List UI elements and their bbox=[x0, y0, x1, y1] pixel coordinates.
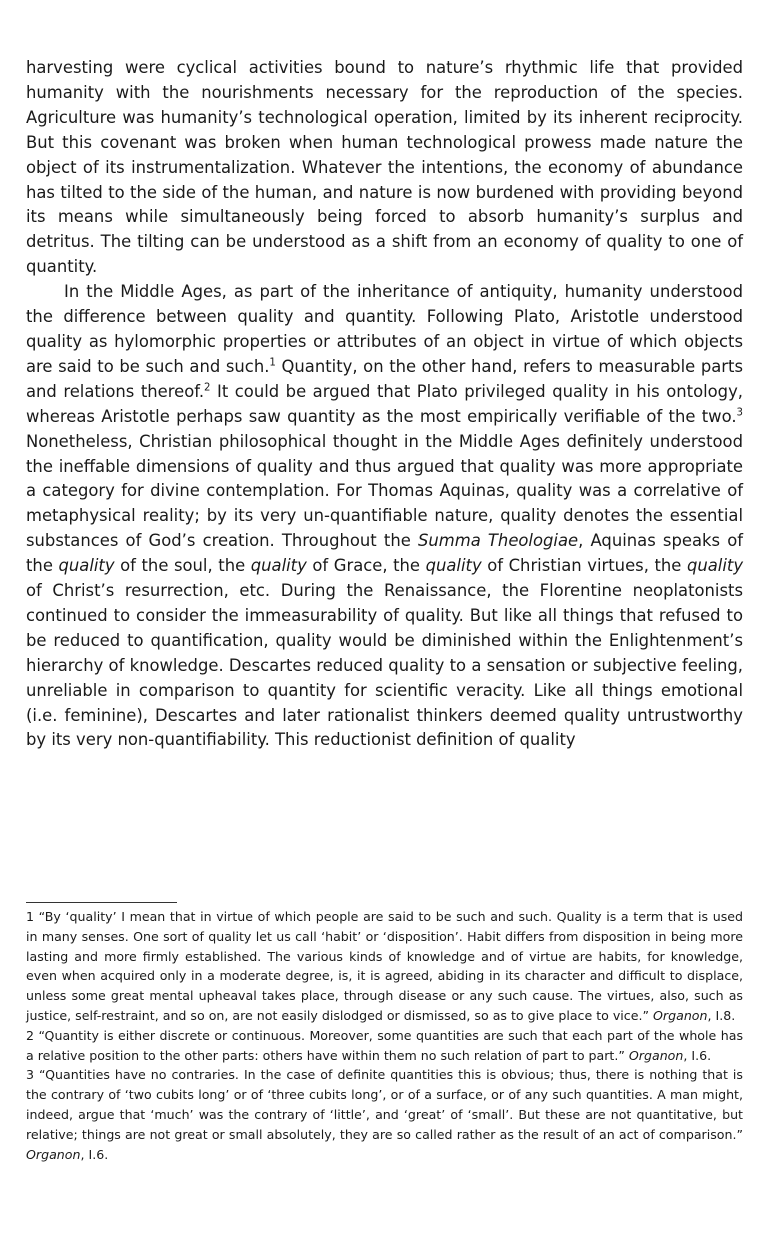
text-run: Nonetheless, Christian philosophical thought in the Middle Ages definitely understood the ineffable dimensions of quality and thus argued that quality was more appropriate a category for divine contemplation. For Thomas Aquinas, quality was a correlative of metaphysical reality; by its very un-quantifiable nature, quality denotes the essential substances of God’s creation. Throughout the bbox=[26, 431, 743, 551]
footnote-2 bbox=[26, 1026, 743, 1066]
footnote-3 bbox=[26, 1065, 743, 1164]
text-run: In the Middle Ages, as part of the inheritance of antiquity, humanity understood the difference between quality and quantity. Following Plato, Aristotle understood quality as hylomorphic properties or attributes of an object in virtue of which objects are said to be such and such. bbox=[26, 282, 743, 376]
text-run: 1 “By ‘quality’ I mean that in virtue of which people are said to be such and such. Quality is a term that is used in many senses. One sort of quality let us call ‘habit’ or ‘disposition’. Habit differs from disposition in being more lasting and more firmly established. The various kinds of knowledge and of virtue are habits, for knowledge, even when acquired only in a moderate degree, is, it is agreed, abiding in its character and difficult to displace, unless some great mental upheaval takes place, through disease or any such cause. The virtues, also, such as justice, self-restraint, and so on, are not easily dislodged or dismissed, so as to give place to vice.” bbox=[26, 909, 743, 1023]
footnote-ref: 2 bbox=[204, 382, 211, 394]
footnote-1 bbox=[26, 907, 743, 1026]
text-run: , Aquinas speaks of the bbox=[26, 531, 743, 576]
footnote-ref: 3 bbox=[736, 407, 743, 419]
text-run: of Grace, the bbox=[306, 556, 426, 576]
text-run: , I.8. bbox=[707, 1007, 736, 1023]
text-run: It could be argued that Plato privileged quality in his ontology, whereas Aristotle perhaps saw quantity as the most empirically verifiable of the two. bbox=[26, 381, 743, 426]
paragraph-1 bbox=[26, 56, 743, 280]
text-run: of the soul, the bbox=[114, 556, 251, 576]
italic-text: Organon bbox=[628, 1047, 684, 1063]
italic-text: quality bbox=[686, 556, 744, 576]
text-run: Quantity, on the other hand, refers to measurable parts and relations thereof. bbox=[26, 356, 743, 401]
italic-text: Organon bbox=[653, 1007, 708, 1023]
footnote-ref: 1 bbox=[269, 357, 276, 369]
italic-text: Summa Theologiae bbox=[417, 531, 579, 551]
page-body bbox=[26, 56, 743, 753]
text-run: harvesting were cyclical activities bound to nature’s rhythmic life that provided humanity with the nourishments necessary for the reproduction of the species. Agriculture was humanity’s technological operation, limited by its inherent reciprocity. But this covenant was broken when human technological prowess made nature the object of its instrumentalization. Whatever the intentions, the economy of abundance has tilted to the side of the human, and nature is now burdened with providing beyond its means while simultaneously being forced to absorb humanity’s surplus and detritus. The tilting can be understood as a shift from an economy of quality to one of quantity. bbox=[26, 58, 743, 277]
footnotes bbox=[26, 907, 743, 1164]
text-run: 2 “Quantity is either discrete or continuous. Moreover, some quantities are such that each part of the whole has a relative position to the other parts: others have within them no such relation of part to part.” bbox=[26, 1027, 743, 1063]
text-run: of Christ’s resurrection, etc. During the Renaissance, the Florentine neoplatonists continued to consider the immeasurability of quality. But like all things that refused to be reduced to quantification, quality would be diminished within the Enlightenment’s hierarchy of knowledge. Descartes reduced quality to a sensation or subjective feeling, unreliable in comparison to quantity for scientific veracity. Like all things emotional (i.e. feminine), Descartes and later rationalist thinkers deemed quality untrustworthy by its very non-quantifiability. This reductionist definition of quality bbox=[26, 581, 743, 750]
italic-text: Organon bbox=[26, 1146, 81, 1162]
italic-text: quality bbox=[58, 556, 115, 576]
footnote-divider bbox=[26, 902, 177, 903]
text-run: of Christian virtues, the bbox=[481, 556, 687, 576]
text-run: 3 “Quantities have no contraries. In the case of definite quantities this is obvious; thus, there is nothing that is the contrary of ‘two cubits long’ or of ‘three cubits long’, or of a surface, or of any such quantities. A man might, indeed, argue that ‘much’ was the contrary of ‘little’, and ‘great’ of ‘small’. But these are not quantitative, but relative; things are not great or small absolutely, they are so called rather as the result of an act of comparison.” bbox=[26, 1067, 743, 1142]
text-run: , I.6. bbox=[683, 1047, 712, 1063]
body-text bbox=[26, 56, 743, 753]
italic-text: quality bbox=[425, 556, 482, 576]
italic-text: quality bbox=[250, 556, 307, 576]
text-run: , I.6. bbox=[80, 1146, 109, 1162]
paragraph-2 bbox=[26, 280, 743, 753]
